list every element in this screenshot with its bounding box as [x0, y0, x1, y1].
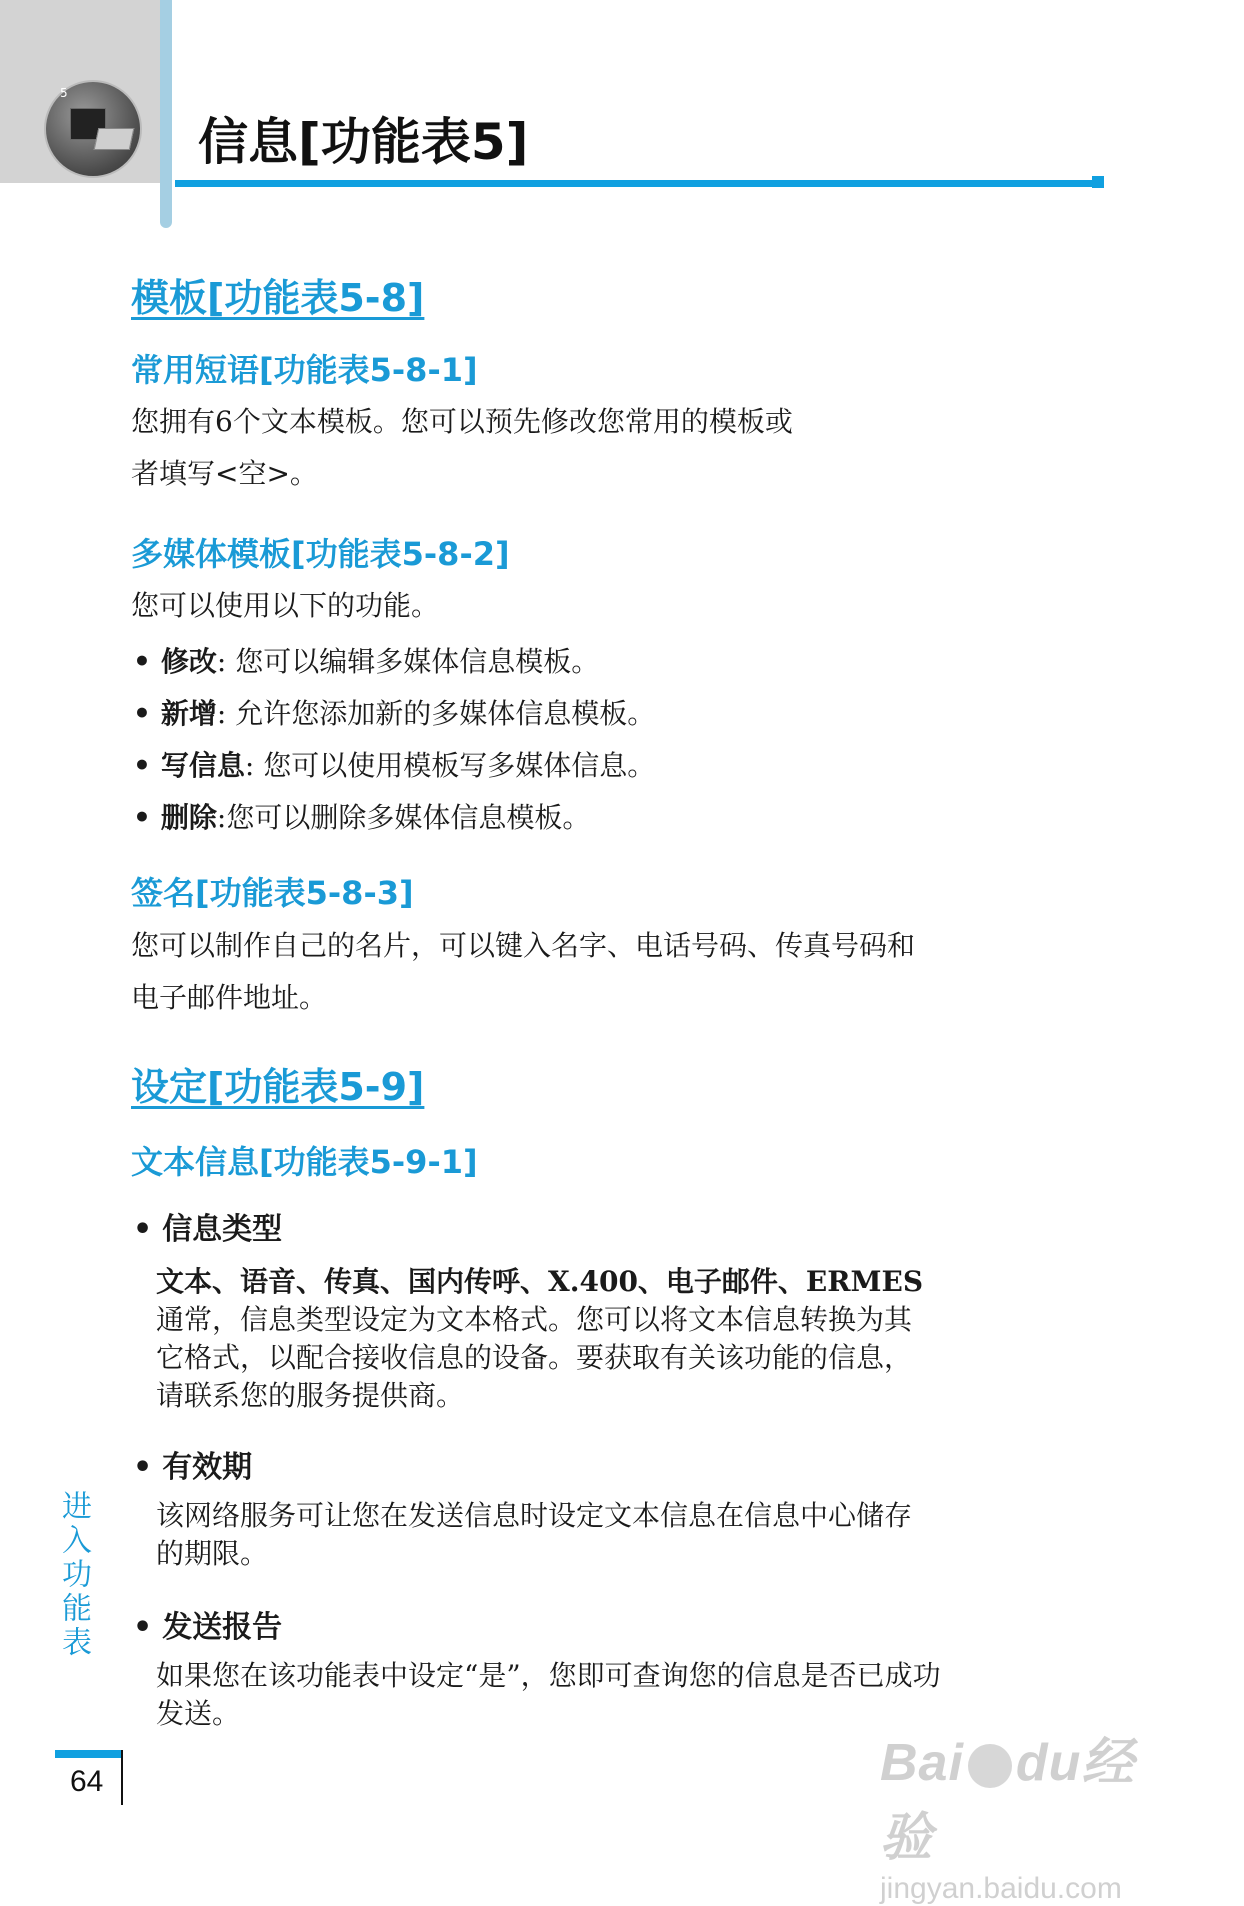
bullet-label: 新增	[160, 697, 217, 730]
message-type-title-text: 信息类型	[162, 1212, 283, 1247]
delivery-report-title-text: 发送报告	[162, 1610, 283, 1645]
message-type-title	[133, 1210, 282, 1250]
bullet-dot: •	[133, 645, 151, 678]
bullet-dot: •	[133, 1610, 153, 1645]
delivery-report-line1: 如果您在该功能表中设定“是”，您即可查询您的信息是否已成功	[156, 1659, 941, 1692]
validity-line2: 的期限。	[156, 1537, 269, 1570]
phrases-text-line2: 者填写<空>。	[131, 457, 318, 490]
bullet-dot: •	[133, 801, 151, 834]
subheading-text-message: 文本信息[功能表5-9-1]	[131, 1143, 478, 1181]
bullet-text: : 允许您添加新的多媒体信息模板。	[216, 697, 656, 730]
bullet-text: : 您可以编辑多媒体信息模板。	[216, 645, 600, 678]
section-heading-settings: 设定[功能表5-9]	[131, 1065, 425, 1109]
validity-title-text: 有效期	[162, 1450, 253, 1485]
header-rule	[175, 180, 1092, 187]
message-type-line1: 通常，信息类型设定为文本格式。您可以将文本信息转换为其	[156, 1303, 913, 1336]
bullet-label: 写信息	[160, 749, 245, 782]
delivery-report-title	[133, 1608, 282, 1648]
subheading-signature: 签名[功能表5-8-3]	[131, 874, 414, 912]
subheading-common-phrases: 常用短语[功能表5-8-1]	[131, 351, 478, 389]
signature-text-line2: 电子邮件地址。	[131, 981, 328, 1014]
page-number: 64	[70, 1765, 104, 1798]
mms-intro: 您可以使用以下的功能。	[131, 589, 440, 622]
bullet-dot: •	[133, 749, 151, 782]
chapter-thumbnail	[44, 80, 142, 178]
bullet-text: : 您可以使用模板写多媒体信息。	[244, 749, 656, 782]
thumbnail-number: 5	[60, 86, 68, 100]
validity-line1: 该网络服务可让您在发送信息时设定文本信息在信息中心储存	[156, 1499, 913, 1532]
bullet-dot: •	[133, 1212, 153, 1247]
mms-bullet-write	[133, 744, 655, 788]
delivery-report-line2: 发送。	[156, 1697, 241, 1730]
page-title: 信息[功能表5]	[198, 113, 529, 171]
watermark-url: jingyan.baidu.com	[880, 1872, 1122, 1905]
side-tab-bar	[55, 1750, 123, 1758]
mms-bullet-add	[133, 692, 655, 736]
paw-icon	[968, 1744, 1012, 1788]
subheading-mms-templates: 多媒体模板[功能表5-8-2]	[131, 535, 510, 573]
device-plate-icon	[94, 128, 135, 150]
side-tab-label: 进入功能表	[56, 1490, 91, 1660]
mms-bullet-delete	[133, 796, 590, 840]
baidu-watermark	[880, 1720, 1180, 1906]
baidu-logo: Bai du经验	[880, 1734, 1135, 1867]
section-heading-templates: 模板[功能表5-8]	[131, 276, 425, 320]
bullet-dot: •	[133, 1450, 153, 1485]
message-type-line3: 请联系您的服务提供商。	[156, 1379, 465, 1412]
header-rule-end	[1092, 176, 1104, 188]
validity-title	[133, 1448, 252, 1488]
bullet-label: 删除	[160, 801, 217, 834]
bullet-dot: •	[133, 697, 151, 730]
bullet-label: 修改	[160, 645, 217, 678]
header-vertical-bar	[160, 0, 172, 228]
message-type-options: 文本、语音、传真、国内传呼、X.400、电子邮件、ERMES	[156, 1265, 924, 1298]
mms-bullet-edit	[133, 640, 599, 684]
signature-text-line1: 您可以制作自己的名片，可以键入名字、电话号码、传真号码和	[131, 929, 916, 962]
bullet-text: :您可以删除多媒体信息模板。	[216, 801, 591, 834]
message-type-line2: 它格式，以配合接收信息的设备。要获取有关该功能的信息，	[156, 1341, 913, 1374]
phrases-text-line1: 您拥有6个文本模板。您可以预先修改您常用的模板或	[131, 405, 793, 438]
page-number-rule	[121, 1750, 123, 1805]
